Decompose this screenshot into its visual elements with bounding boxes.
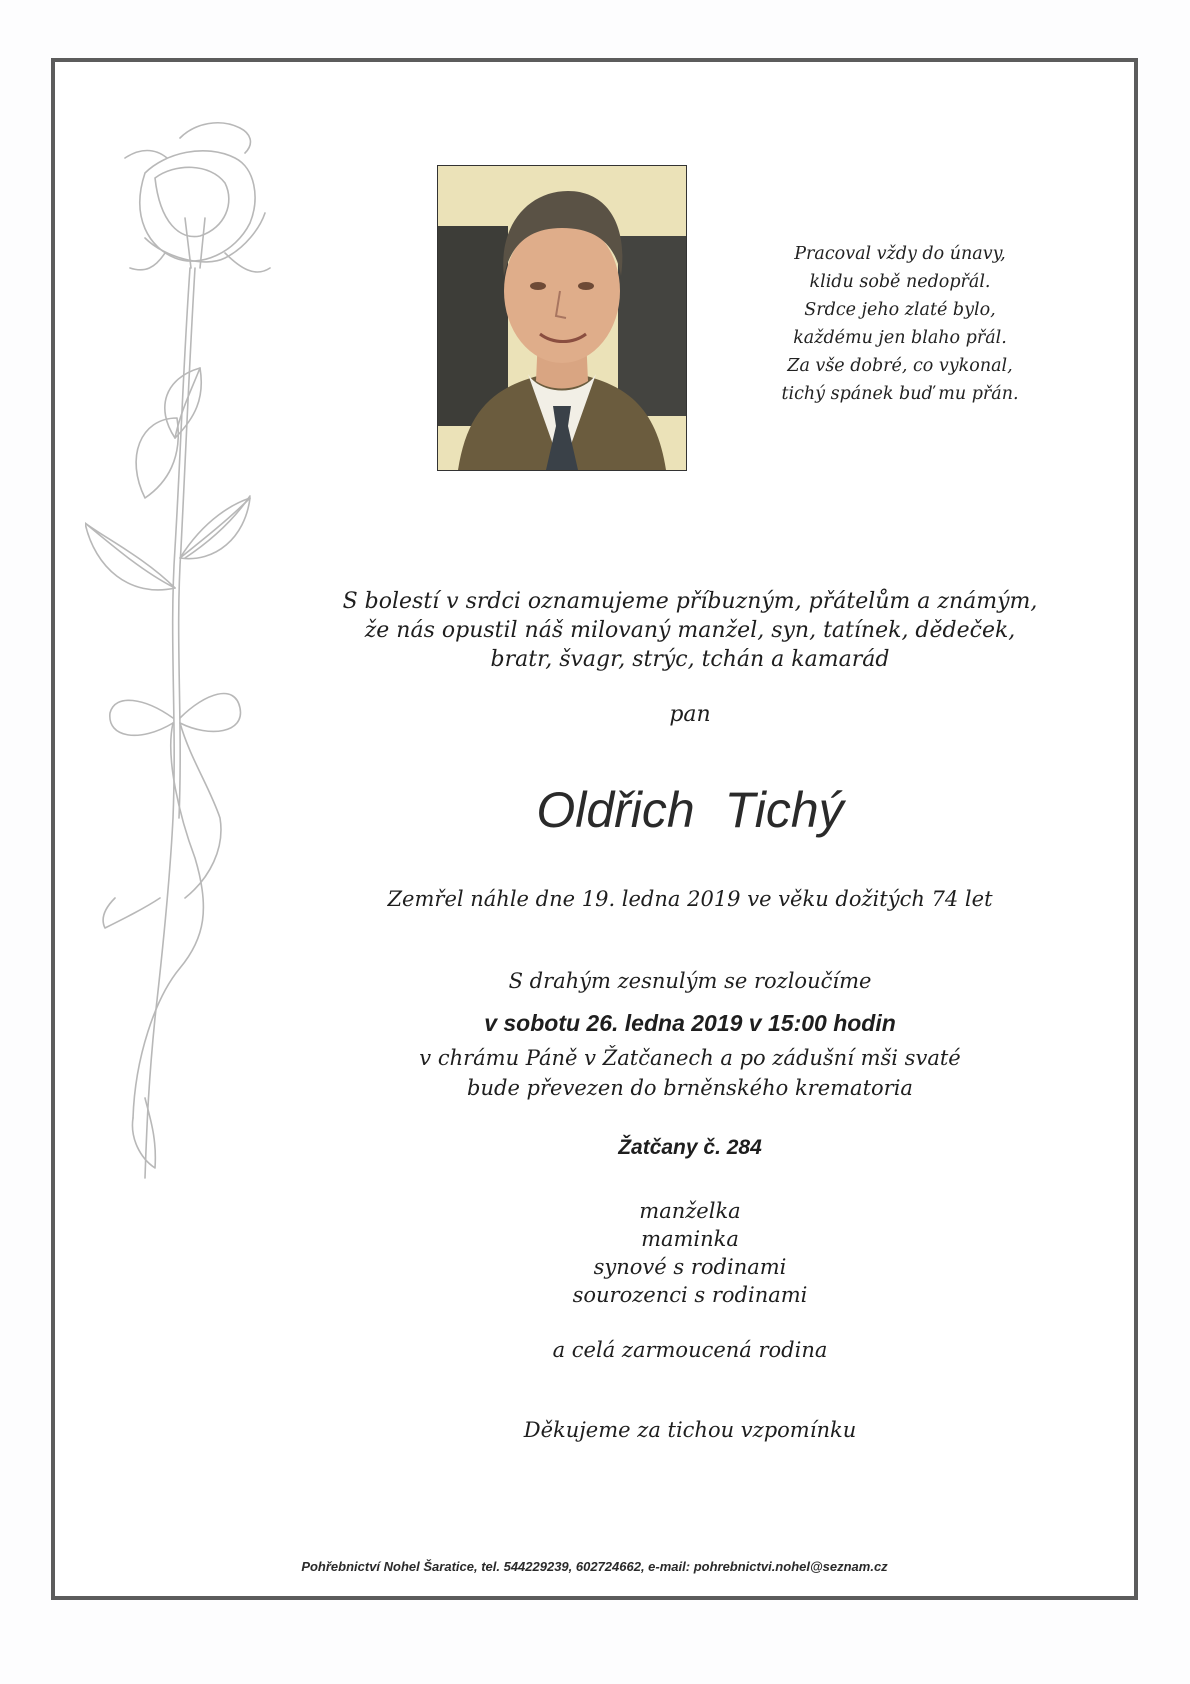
deceased-name: Oldřich Tichý (536, 782, 844, 838)
portrait-illustration (438, 166, 686, 470)
announcement-line: že nás opustil náš milovaný manžel, syn, tatínek, dědeček, (364, 618, 1016, 643)
honorific: pan (669, 702, 711, 727)
poem-line: Srdce jeho zlaté bylo, (804, 300, 996, 320)
farewell-place-line: v chrámu Páně v Žatčanech a po zádušní mši svaté (419, 1046, 961, 1070)
address: Žatčany č. 284 (618, 1136, 762, 1159)
death-notice: Zemřel náhle dne 19. ledna 2019 ve věku dožitých 74 let (387, 887, 993, 911)
poem-line: Pracoval vždy do únavy, (794, 244, 1006, 264)
portrait-photo (437, 165, 687, 471)
poem-line: každému jen blaho přál. (793, 328, 1007, 348)
mourner-item: maminka (641, 1227, 739, 1251)
farewell-datetime: v sobotu 26. ledna 2019 v 15:00 hodin (484, 1010, 896, 1036)
farewell-intro: S drahým zesnulým se rozloučíme (508, 969, 872, 993)
announcement-line: bratr, švagr, strýc, tchán a kamarád (490, 647, 890, 672)
mourners-list (270, 1197, 1110, 1309)
poem-line: Za vše dobré, co vykonal, (787, 356, 1013, 376)
mourner-item: synové s rodinami (593, 1255, 787, 1279)
funeral-home-footer: Pohřebnictví Nohel Šaratice, tel. 544229239, 602724662, e-mail: pohrebnictvi.nohel@seznam.cz (301, 1559, 888, 1574)
rose-illustration (85, 118, 295, 1218)
thanks-line: Děkujeme za tichou vzpomínku (523, 1418, 857, 1442)
poem-line: tichý spánek buď mu přán. (781, 384, 1019, 404)
poem (760, 240, 1040, 408)
poem-line: klidu sobě nedopřál. (809, 272, 991, 292)
announcement (270, 587, 1110, 674)
family-line: a celá zarmoucená rodina (552, 1338, 828, 1362)
farewell-place (270, 1043, 1110, 1103)
mourner-item: sourozenci s rodinami (572, 1283, 808, 1307)
mourner-item: manželka (639, 1199, 741, 1223)
farewell-place-line: bude převezen do brněnského krematoria (467, 1076, 913, 1100)
announcement-line: S bolestí v srdci oznamujeme příbuzným, přátelům a známým, (342, 589, 1038, 614)
